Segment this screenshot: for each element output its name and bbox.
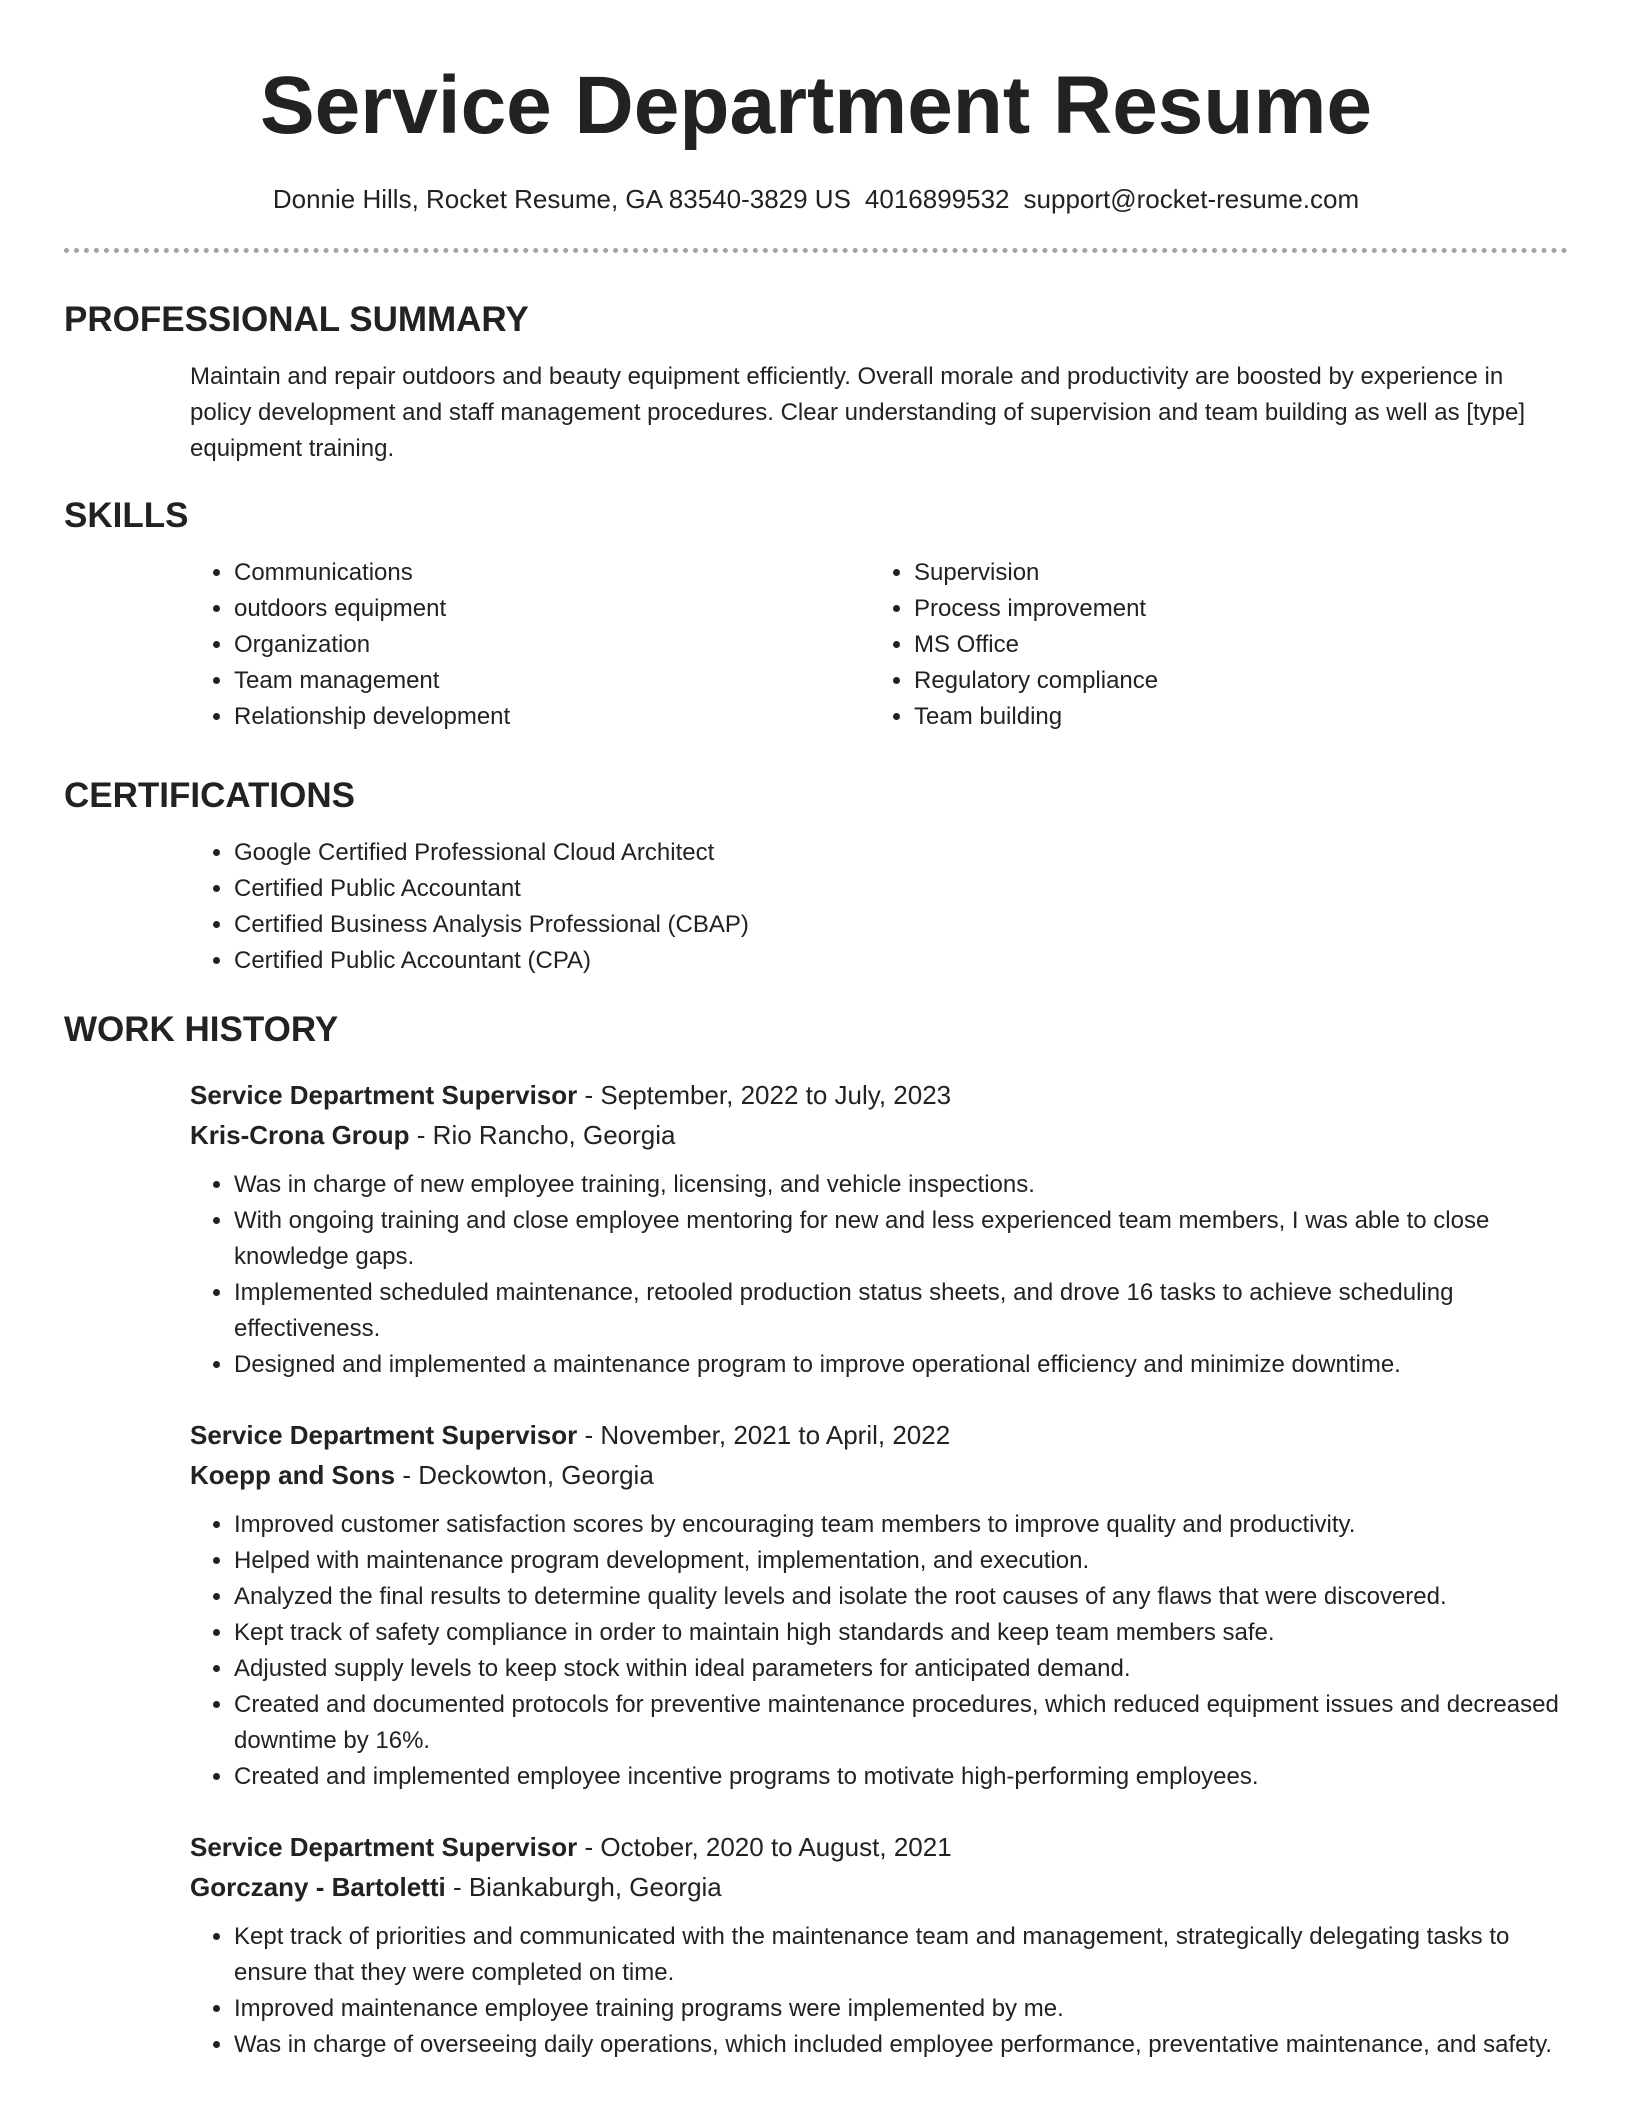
job-title-line	[190, 1415, 1568, 1455]
job-bullet: • Improved customer satisfaction scores by encouraging team members to improve quality and productivity.	[234, 1507, 1568, 1543]
job-entry	[190, 1075, 1568, 1383]
skill-item: • Regulatory compliance	[914, 663, 1550, 699]
job-title: Service Department Supervisor	[190, 1420, 578, 1450]
job-title-line	[190, 1827, 1568, 1867]
skill-item: • Organization	[234, 627, 870, 663]
job-bullet: • Kept track of safety compliance in order to maintain high standards and keep team members safe.	[234, 1615, 1568, 1651]
job-company-line	[190, 1867, 1568, 1907]
skill-item: • Relationship development	[234, 699, 870, 735]
job-bullet: • Created and documented protocols for preventive maintenance procedures, which reduced equipment issues and decreased downtime by 16%.	[234, 1687, 1568, 1759]
job-company: Koepp and Sons	[190, 1460, 396, 1490]
job-bullet: • Implemented scheduled maintenance, retooled production status sheets, and drove 16 tasks to achieve scheduling effectiveness.	[234, 1275, 1568, 1347]
contact-address: Donnie Hills, Rocket Resume, GA 83540-3829 US	[272, 184, 851, 214]
skills-column-left	[190, 555, 870, 735]
job-bullets	[190, 1507, 1568, 1795]
resume-title: Service Department Resume	[259, 60, 1373, 151]
certification-item: • Google Certified Professional Cloud Architect	[234, 835, 1568, 871]
job-location: - Rio Rancho, Georgia	[409, 1120, 676, 1150]
job-bullets	[190, 1167, 1568, 1383]
skill-item: • Team building	[914, 699, 1550, 735]
job-title: Service Department Supervisor	[190, 1080, 578, 1110]
job-bullet: • Helped with maintenance program development, implementation, and execution.	[234, 1543, 1568, 1579]
job-bullet: • Kept track of priorities and communicated with the maintenance team and management, strategically delegating tasks to ensure that they were completed on time.	[234, 1919, 1568, 1991]
contact-email: support@rocket-resume.com	[1023, 184, 1360, 214]
certification-item: • Certified Public Accountant	[234, 871, 1568, 907]
job-bullet: • Analyzed the final results to determine quality levels and isolate the root causes of any flaws that were discovered.	[234, 1579, 1568, 1615]
job-bullet: • With ongoing training and close employee mentoring for new and less experienced team members, I was able to close knowledge gaps.	[234, 1203, 1568, 1275]
job-dates: - October, 2020 to August, 2021	[577, 1832, 952, 1862]
certifications-heading: CERTIFICATIONS	[64, 776, 356, 815]
skills-list	[190, 555, 1568, 735]
job-bullets	[190, 1919, 1568, 2063]
job-company-line	[190, 1115, 1568, 1155]
skills-column-right	[870, 555, 1550, 735]
job-entry	[190, 1827, 1568, 2063]
work-history-heading: WORK HISTORY	[64, 1010, 339, 1049]
job-location: - Biankaburgh, Georgia	[445, 1872, 722, 1902]
skill-item: • Process improvement	[914, 591, 1550, 627]
skill-item: • Communications	[234, 555, 870, 591]
job-bullet: • Was in charge of new employee training, licensing, and vehicle inspections.	[234, 1167, 1568, 1203]
certification-item: • Certified Business Analysis Professional (CBAP)	[234, 907, 1568, 943]
summary-heading: PROFESSIONAL SUMMARY	[64, 300, 529, 339]
job-dates: - September, 2022 to July, 2023	[577, 1080, 952, 1110]
summary-text: Maintain and repair outdoors and beauty equipment efficiently. Overall morale and productivity are boosted by experience in policy development and staff management procedures. Clear understanding of supervision and team building as well as [type] equipment training.	[190, 363, 1526, 462]
job-title: Service Department Supervisor	[190, 1832, 578, 1862]
job-company-line	[190, 1455, 1568, 1495]
contact-phone: 4016899532	[864, 184, 1010, 214]
job-bullet: • Was in charge of overseeing daily operations, which included employee performance, preventative maintenance, and safety.	[234, 2027, 1568, 2063]
certifications-list	[190, 835, 1568, 979]
contact-line	[64, 182, 1568, 216]
skills-heading: SKILLS	[64, 496, 189, 535]
job-bullet: • Improved maintenance employee training programs were implemented by me.	[234, 1991, 1568, 2027]
header-divider	[64, 248, 1568, 253]
job-title-line	[190, 1075, 1568, 1115]
skill-item: • Team management	[234, 663, 870, 699]
job-dates: - November, 2021 to April, 2022	[577, 1420, 951, 1450]
skill-item: • outdoors equipment	[234, 591, 870, 627]
job-bullet: • Designed and implemented a maintenance program to improve operational efficiency and minimize downtime.	[234, 1347, 1568, 1383]
job-bullet: • Created and implemented employee incentive programs to motivate high-performing employees.	[234, 1759, 1568, 1795]
skill-item: • Supervision	[914, 555, 1550, 591]
job-bullet: • Adjusted supply levels to keep stock within ideal parameters for anticipated demand.	[234, 1651, 1568, 1687]
job-location: - Deckowton, Georgia	[395, 1460, 654, 1490]
job-company: Gorczany - Bartoletti	[190, 1872, 446, 1902]
job-company: Kris-Crona Group	[190, 1120, 410, 1150]
job-entry	[190, 1415, 1568, 1795]
certification-item: • Certified Public Accountant (CPA)	[234, 943, 1568, 979]
skill-item: • MS Office	[914, 627, 1550, 663]
